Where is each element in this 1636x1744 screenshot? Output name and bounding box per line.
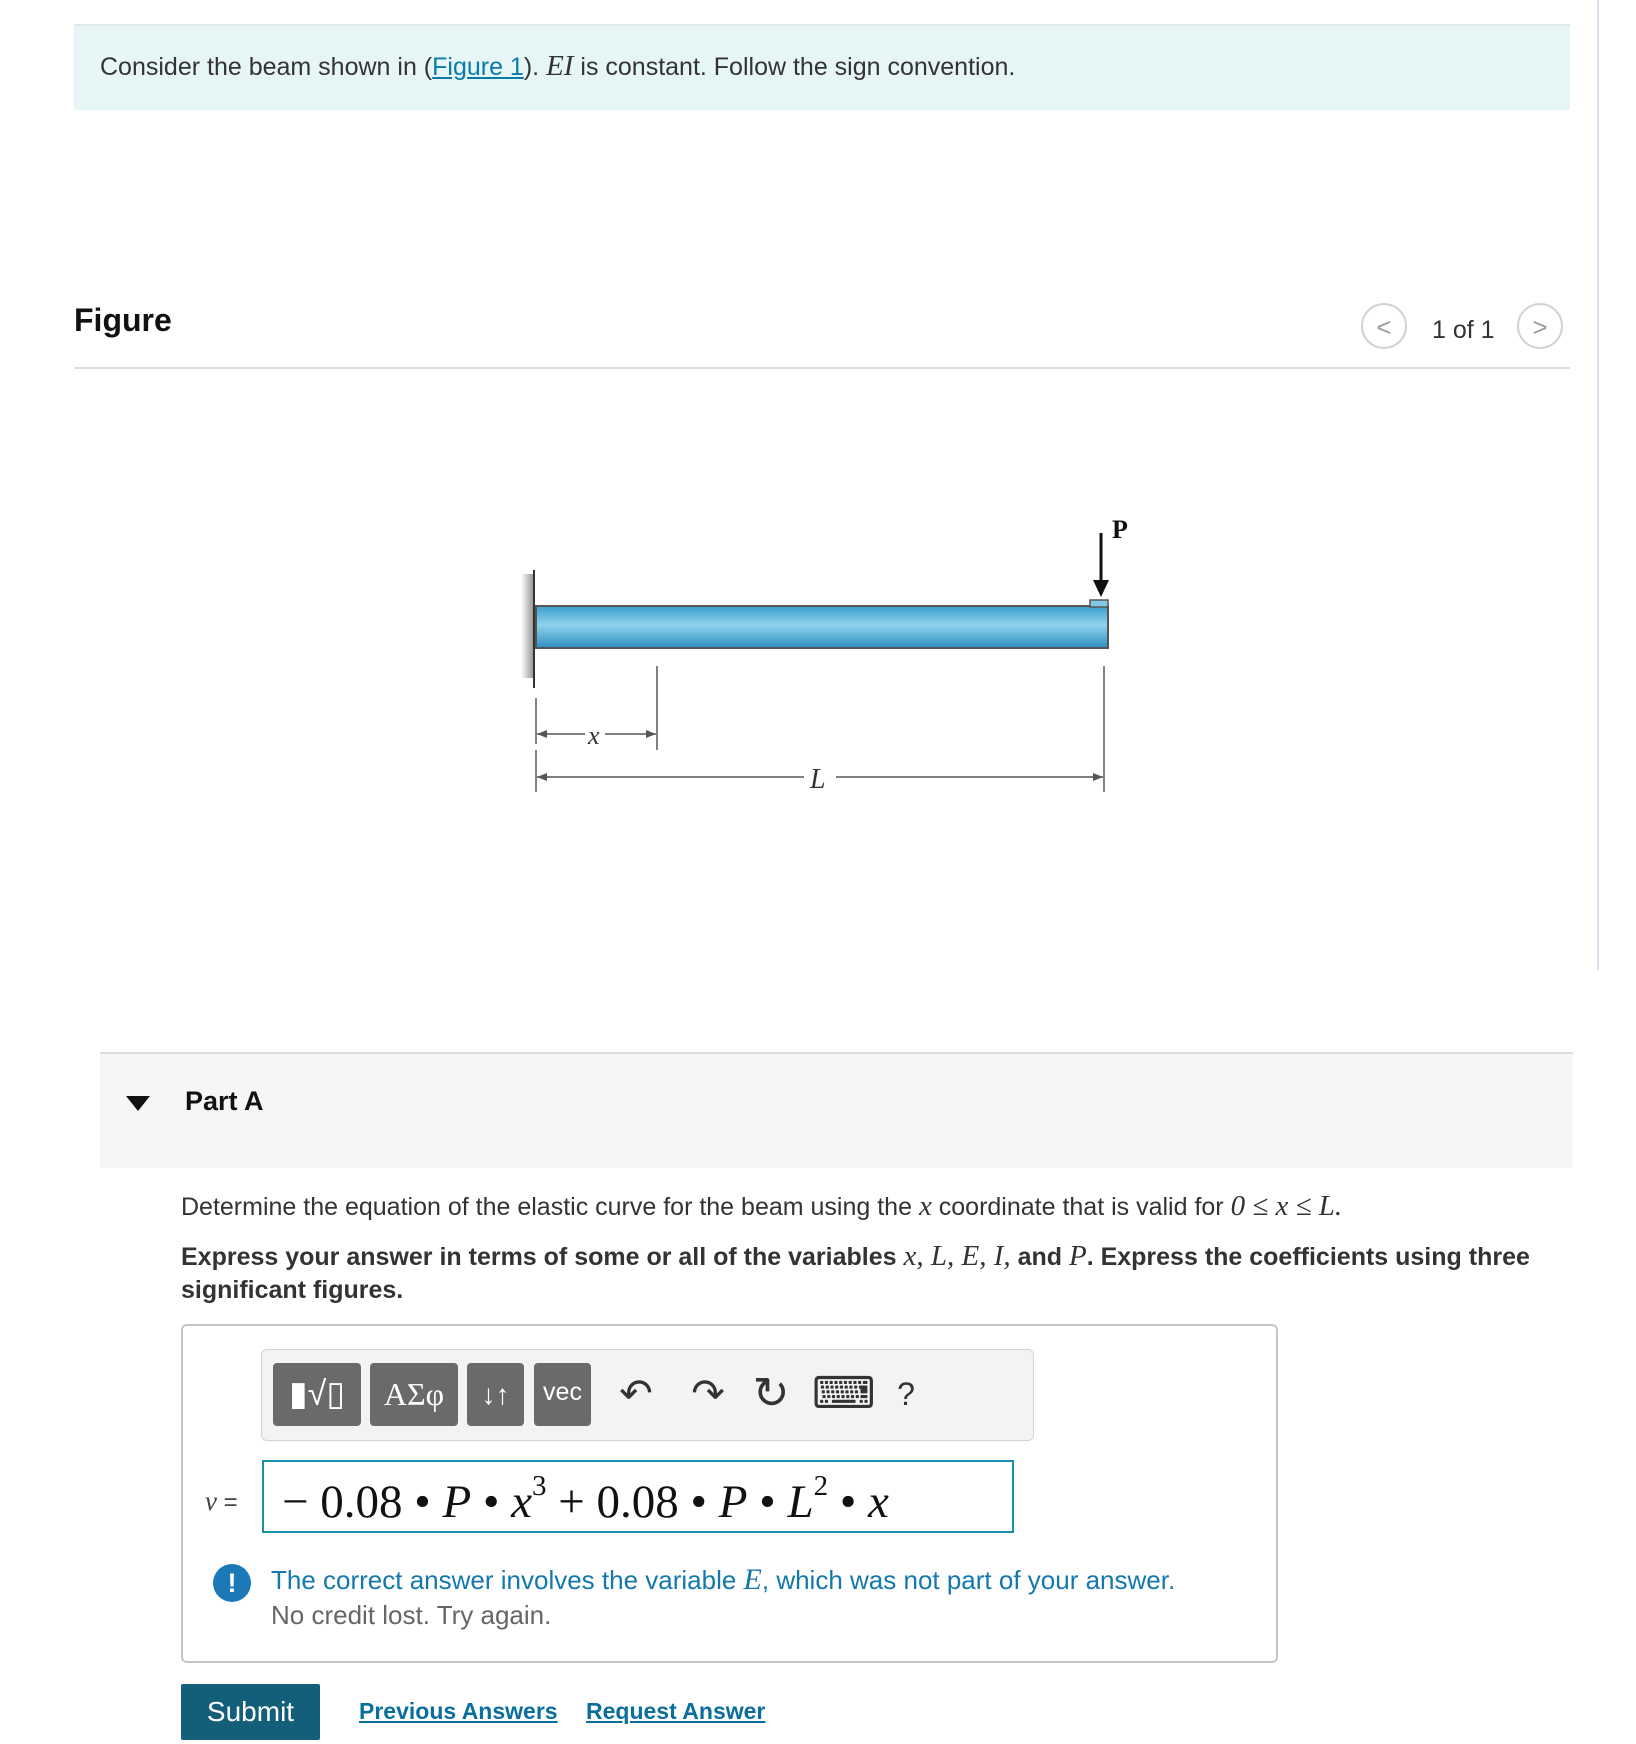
instruction-suffix: . Express the coefficients using three significant figures. (181, 1243, 1530, 1304)
dimension-l (536, 666, 1104, 795)
feedback-subtext: No credit lost. Try again. (271, 1600, 552, 1630)
figure-link[interactable]: Figure 1 (432, 53, 524, 81)
load-label: P (1112, 515, 1128, 544)
keyboard-button[interactable] (812, 1368, 876, 1420)
submit-button[interactable]: Submit (181, 1684, 320, 1740)
expr-exponent: 2 (813, 1470, 829, 1502)
math-toolbar (261, 1349, 1034, 1441)
part-a-header[interactable] (100, 1052, 1573, 1168)
expr-part: • (828, 1476, 869, 1528)
templates-button[interactable] (273, 1363, 361, 1426)
greek-symbols-button[interactable]: ΑΣφ (370, 1363, 458, 1426)
question-text (181, 1190, 1342, 1223)
templates-icon: ▮√▯ (288, 1375, 346, 1413)
instruction-vars: x, L, E, I, (903, 1240, 1011, 1272)
question-range: 0 ≤ x ≤ L. (1230, 1190, 1343, 1222)
feedback-message (271, 1563, 1175, 1597)
feedback-prefix: The correct answer involves the variable (271, 1565, 744, 1595)
redo-icon: ↷ (691, 1372, 725, 1416)
answer-input[interactable] (262, 1460, 1014, 1533)
expr-var: x (511, 1476, 533, 1528)
keyboard-icon: ⌨ (812, 1369, 876, 1418)
expr-part: • (471, 1476, 512, 1528)
up-down-arrows-icon: ↓↑ (481, 1379, 510, 1410)
undo-icon: ↶ (619, 1372, 653, 1416)
intro-suffix: is constant. Follow the sign convention. (573, 53, 1016, 81)
question-prefix: Determine the equation of the elastic curve for the beam using the (181, 1193, 919, 1221)
load-arrow-p (1093, 515, 1128, 597)
collapse-caret-icon[interactable] (126, 1096, 150, 1111)
intro-after-link: ). (523, 53, 547, 81)
expr-var: P (442, 1476, 472, 1528)
figure-title: Figure (74, 302, 172, 338)
instruction-var-p: P (1068, 1240, 1087, 1272)
beam (536, 600, 1108, 648)
answer-var: v (205, 1486, 217, 1516)
reset-button[interactable] (745, 1368, 797, 1420)
undo-button[interactable] (612, 1368, 660, 1420)
chevron-right-icon: > (1532, 312, 1548, 342)
expr-part: • (747, 1476, 788, 1528)
feedback-suffix: , which was not part of your answer. (761, 1565, 1176, 1595)
question-mid: coordinate that is valid for (931, 1193, 1231, 1221)
expr-var: L (787, 1476, 814, 1528)
previous-answers-link[interactable]: Previous Answers (359, 1698, 558, 1724)
chevron-left-icon: < (1376, 312, 1392, 342)
redo-button[interactable] (684, 1368, 732, 1420)
instruction-and: and (1010, 1243, 1069, 1271)
answer-equals: = (216, 1489, 238, 1516)
intro-prefix: Consider the beam shown in ( (100, 53, 433, 81)
dimension-x (536, 666, 657, 750)
answer-box (181, 1324, 1278, 1663)
expr-part: − 0.08 • (282, 1476, 443, 1528)
question-var-x: x (918, 1190, 932, 1222)
x-dimension-label: x (588, 721, 600, 750)
ei-symbol: EI (546, 50, 574, 82)
expr-part: + 0.08 • (546, 1476, 719, 1528)
help-button[interactable]: ? (897, 1376, 915, 1412)
l-dimension-label: L (810, 764, 826, 795)
expr-var: x (868, 1476, 889, 1528)
figure-pager-count: 1 of 1 (1432, 316, 1495, 344)
feedback-var: E (743, 1563, 762, 1596)
fixed-support (521, 570, 534, 688)
expr-var: P (718, 1476, 748, 1528)
request-answer-link[interactable]: Request Answer (586, 1698, 766, 1724)
expr-exponent: 3 (532, 1470, 547, 1502)
answer-variable-label (205, 1486, 238, 1517)
vector-button[interactable]: vec (534, 1363, 591, 1426)
arrows-button[interactable] (467, 1363, 524, 1426)
answer-expression (282, 1470, 889, 1529)
instruction-prefix: Express your answer in terms of some or all of the variables (181, 1243, 904, 1271)
alert-icon: ! (213, 1564, 251, 1602)
part-label: Part A (185, 1086, 264, 1116)
reset-icon: ↻ (752, 1369, 790, 1418)
instruction-text (181, 1240, 1561, 1307)
